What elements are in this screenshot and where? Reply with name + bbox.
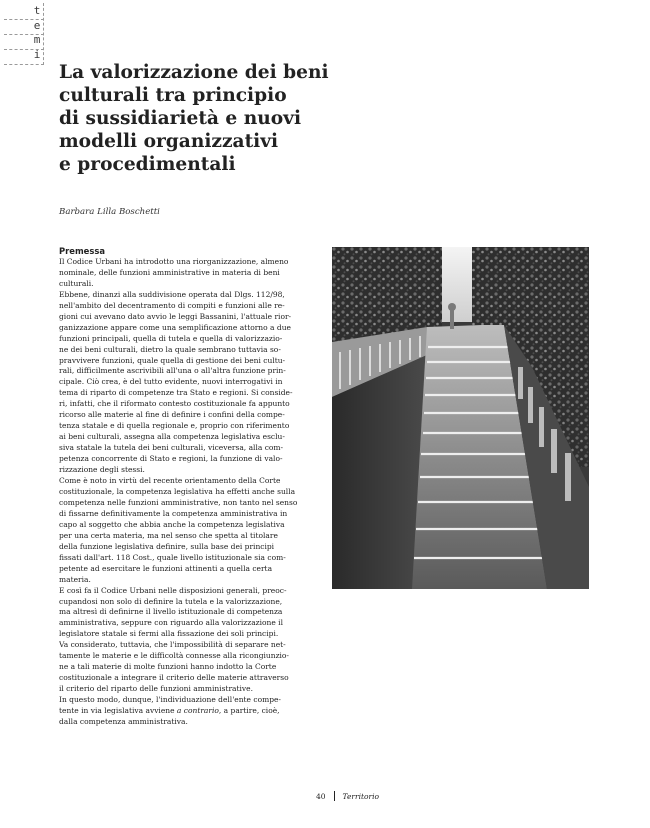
body-line: Ebbene, dinanzi alla suddivisione operata dal Dlgs. 112/98, bbox=[59, 289, 285, 299]
author-name: Barbara Lilla Boschetti bbox=[59, 207, 160, 217]
body-line: rizzazione degli stessi. bbox=[59, 465, 145, 475]
title-line: di sussidiarietà e nuovi bbox=[59, 108, 302, 129]
body-line: il criterio del riparto delle funzioni amministrative. bbox=[59, 684, 253, 694]
body-line-start: tente in via legislativa avviene bbox=[59, 706, 177, 716]
body-line: petenza concorrente di Stato e regioni, la funzione di valo- bbox=[59, 454, 283, 464]
body-line: Come è noto in virtù del recente orientamento della Corte bbox=[59, 476, 281, 486]
body-line-end: , a partire, cioè, bbox=[218, 706, 280, 716]
body-line: competenza nelle funzioni amministrative, non tanto nel senso bbox=[59, 497, 298, 507]
title-line: culturali tra principio bbox=[59, 85, 287, 106]
body-line: cupandosi non solo di definire la tutela e la valorizzazione, bbox=[59, 596, 283, 606]
body-line: pravvivere funzioni, quale quella di gestione dei beni cultu- bbox=[59, 355, 286, 365]
body-line: di fissarne definitivamente la competenza amministrativa in bbox=[59, 508, 288, 518]
body-line: materia. bbox=[59, 574, 91, 584]
body-line: ne dei beni culturali, dietro la quale sembrano tuttavia so- bbox=[59, 344, 281, 354]
title-line: modelli organizzativi bbox=[59, 131, 279, 152]
body-line: Va considerato, tuttavia, che l'impossibilità di separare net- bbox=[59, 640, 286, 650]
body-line: Il Codice Urbani ha introdotto una riorganizzazione, almeno bbox=[59, 256, 289, 266]
body-line: E così fa il Codice Urbani nelle disposizioni generali, preoc- bbox=[59, 585, 287, 595]
body-line: ricorso alle materie al fine di definire i confini della compe- bbox=[59, 410, 285, 420]
section-tag-letter: m bbox=[33, 33, 41, 46]
body-line: funzioni principali, quella di tutela e quella di valorizzazio- bbox=[59, 333, 283, 343]
body-line: siva statale la tutela dei beni culturali, viceversa, alla com- bbox=[59, 443, 284, 453]
page-footer bbox=[316, 791, 379, 801]
section-heading: Premessa bbox=[59, 246, 105, 256]
body-line: ai beni culturali, assegna alla competenza legislativa esclu- bbox=[59, 432, 285, 442]
body-line: tema di riparto di competenze tra Stato e regioni. Si conside- bbox=[59, 388, 293, 398]
body-line: tenza statale e di quella regionale e, proprio con riferimento bbox=[59, 421, 290, 431]
body-line: tamente le materie e le difficoltà connesse alla ricongiunzio- bbox=[59, 651, 289, 661]
article-body bbox=[59, 246, 321, 728]
body-line: In questo modo, dunque, l'individuazione dell'ente compe- bbox=[59, 695, 281, 705]
body-line: dalla competenza amministrativa. bbox=[59, 716, 188, 726]
body-line-with-italic bbox=[59, 706, 321, 717]
body-line: petente ad esercitare le funzioni attinenti a quella certa bbox=[59, 563, 273, 573]
body-line: della funzione legislativa definire, sulla base dei principi bbox=[59, 541, 275, 551]
body-line: gioni cui avevano dato avvio le leggi Bassanini, l'attuale rior- bbox=[59, 311, 292, 321]
title-line: e procedimentali bbox=[59, 154, 236, 175]
section-tag-letter: i bbox=[33, 47, 41, 61]
footer-separator bbox=[334, 791, 335, 801]
section-tag-letter: t bbox=[33, 4, 41, 17]
body-line: ne a tali materie di molte funzioni hanno indotto la Corte bbox=[59, 662, 277, 672]
italic-phrase: a contrario bbox=[176, 706, 219, 716]
body-line: nominale, delle funzioni amministrative in materia di beni bbox=[59, 267, 280, 277]
page-number: 40 bbox=[316, 792, 326, 801]
section-tag bbox=[31, 4, 43, 62]
section-tag-letter: e bbox=[33, 18, 41, 32]
body-line: legislatore statale si fermi alla fissazione dei soli principi. bbox=[59, 629, 279, 639]
body-line: costituzionale a integrare il criterio delle materie attraverso bbox=[59, 673, 289, 683]
body-line: culturali. bbox=[59, 278, 94, 288]
magazine-name: Territorio bbox=[342, 792, 380, 801]
body-line: ganizzazione appare come una semplificazione attorno a due bbox=[59, 322, 291, 332]
body-line: ma altresì di definirne il livello istituzionale di competenza bbox=[59, 607, 283, 617]
body-line: ri, infatti, che il riformato contesto costituzionale fa appunto bbox=[59, 399, 290, 409]
staircase-photo bbox=[332, 247, 589, 589]
body-line: fissati dall'art. 118 Cost., quale livello istituzionale sia com- bbox=[59, 552, 286, 562]
body-line: capo al soggetto che abbia anche la competenza legislativa bbox=[59, 519, 285, 529]
body-line: costituzionale, la competenza legislativa ha effetti anche sulla bbox=[59, 486, 296, 496]
body-line: per una certa materia, ma nel senso che spetta al titolare bbox=[59, 530, 278, 540]
body-line: nell'ambito del decentramento di compiti e funzioni alle re- bbox=[59, 300, 285, 310]
title-line: La valorizzazione dei beni bbox=[59, 62, 329, 83]
body-line: rali, difficilmente ascrivibili all'una o all'altra funzione prin- bbox=[59, 366, 286, 376]
article-title bbox=[59, 61, 389, 176]
body-line: amministrativa, seppure con riguardo alla valorizzazione il bbox=[59, 618, 283, 628]
body-line: cipale. Ciò crea, è del tutto evidente, nuovi interrogativi in bbox=[59, 377, 283, 387]
